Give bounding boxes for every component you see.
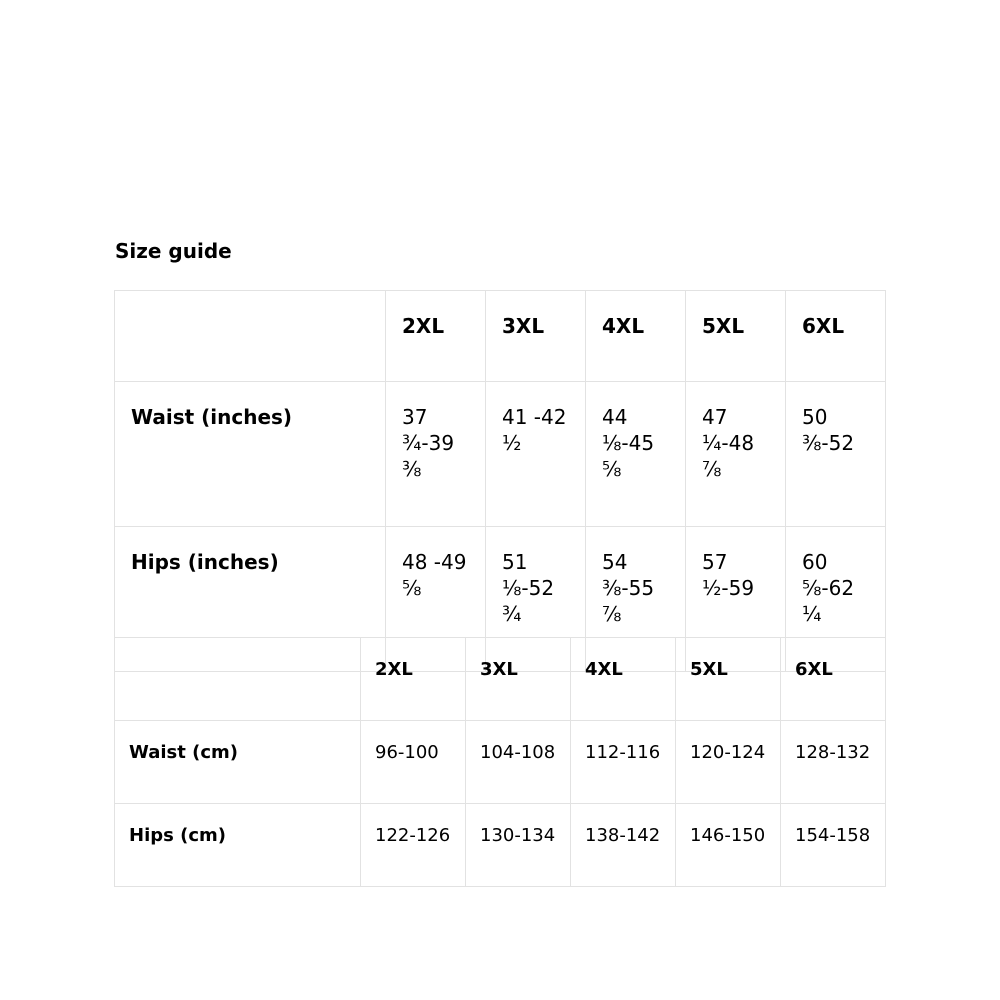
- table-header-row: [115, 638, 886, 721]
- header-cell-4xl: 4XL: [571, 638, 676, 721]
- table-cell: 128-132: [781, 721, 886, 804]
- size-table-inches: [114, 290, 886, 672]
- header-cell-2xl: 2XL: [361, 638, 466, 721]
- table-cell: 120-124: [676, 721, 781, 804]
- table-cell: 112-116: [571, 721, 676, 804]
- row-label-waist: Waist (inches): [115, 382, 386, 527]
- table-cell: 37 ¾-39 ⅜: [386, 382, 486, 527]
- table-row: [115, 804, 886, 887]
- table-cell: 51 ⅛-52 ¾: [486, 527, 586, 672]
- table-row: [115, 382, 886, 527]
- header-cell-4xl: 4XL: [586, 291, 686, 382]
- table-cell: 138-142: [571, 804, 676, 887]
- table-cell: 44 ⅛-45 ⅝: [586, 382, 686, 527]
- table-cell: 48 -49 ⅝: [386, 527, 486, 672]
- header-cell-3xl: 3XL: [486, 291, 586, 382]
- table-cell: 96-100: [361, 721, 466, 804]
- header-cell-2xl: 2XL: [386, 291, 486, 382]
- header-cell-6xl: 6XL: [786, 291, 886, 382]
- header-cell-3xl: 3XL: [466, 638, 571, 721]
- row-label-waist: Waist (cm): [115, 721, 361, 804]
- header-cell-5xl: 5XL: [676, 638, 781, 721]
- table-cell: 104-108: [466, 721, 571, 804]
- table-cell: 57 ½-59: [686, 527, 786, 672]
- page-title: Size guide: [115, 239, 232, 263]
- table-cell: 60 ⅝-62 ¼: [786, 527, 886, 672]
- table-cell: 41 -42 ½: [486, 382, 586, 527]
- table-cell: 50 ⅜-52: [786, 382, 886, 527]
- table-row: [115, 721, 886, 804]
- header-cell-empty: [115, 291, 386, 382]
- table-cell: 54 ⅜-55 ⅞: [586, 527, 686, 672]
- size-table-cm: [114, 637, 886, 887]
- table-cell: 47 ¼-48 ⅞: [686, 382, 786, 527]
- header-cell-6xl: 6XL: [781, 638, 886, 721]
- row-label-hips: Hips (cm): [115, 804, 361, 887]
- header-cell-5xl: 5XL: [686, 291, 786, 382]
- table-cell: 146-150: [676, 804, 781, 887]
- row-label-hips: Hips (inches): [115, 527, 386, 672]
- table-cell: 130-134: [466, 804, 571, 887]
- table-cell: 122-126: [361, 804, 466, 887]
- table-cell: 154-158: [781, 804, 886, 887]
- table-header-row: [115, 291, 886, 382]
- header-cell-empty: [115, 638, 361, 721]
